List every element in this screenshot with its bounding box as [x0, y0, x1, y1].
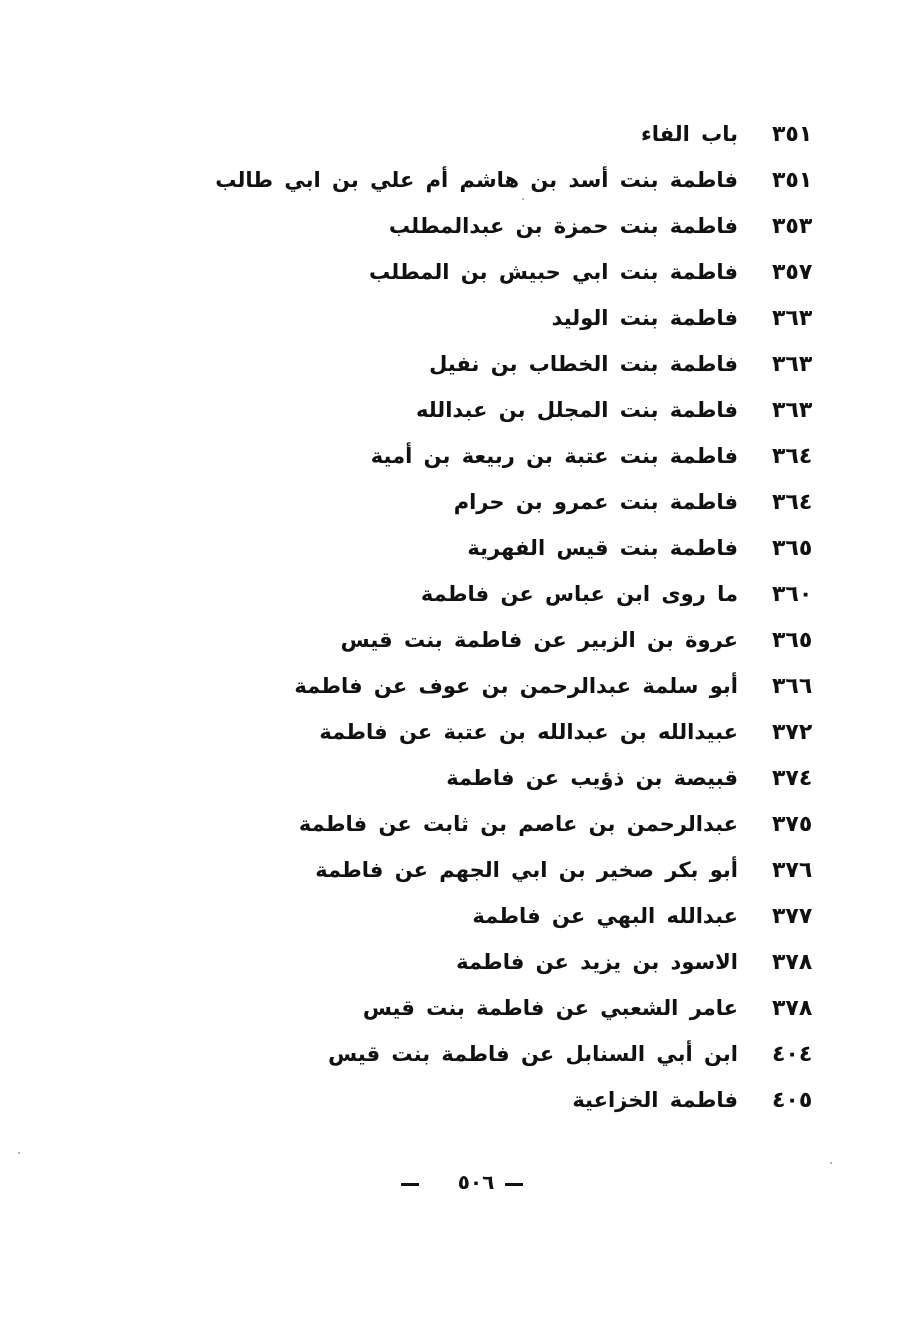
toc-row — [0, 484, 924, 530]
toc-entry-title: فاطمة بنت حمزة بن عبدالمطلب — [388, 214, 738, 238]
table-of-contents — [0, 116, 924, 1128]
scan-speck — [522, 198, 524, 200]
toc-entry-title: فاطمة بنت الوليد — [551, 306, 738, 330]
toc-entry-title: عبيدالله بن عبدالله بن عتبة عن فاطمة — [319, 720, 738, 744]
toc-page-number: ٣٧٨ — [772, 996, 813, 1021]
toc-page-number: ٣٧٦ — [772, 858, 813, 883]
toc-entry-title: أبو بكر صخير بن ابي الجهم عن فاطمة — [315, 858, 738, 882]
toc-page-number: ٣٦٦ — [772, 674, 813, 699]
toc-entry-title: عروة بن الزبير عن فاطمة بنت قيس — [340, 628, 738, 652]
toc-page-number: ٣٧٧ — [772, 904, 813, 929]
scan-speck — [18, 1152, 20, 1154]
toc-row — [0, 392, 924, 438]
toc-row — [0, 162, 924, 208]
toc-row — [0, 530, 924, 576]
toc-row — [0, 806, 924, 852]
toc-entry-title: أبو سلمة عبدالرحمن بن عوف عن فاطمة — [294, 674, 738, 698]
toc-page-number: ٣٦٤ — [772, 490, 813, 515]
toc-entry-title: فاطمة بنت عتبة بن ربيعة بن أمية — [370, 444, 738, 468]
toc-entry-title: الاسود بن يزيد عن فاطمة — [456, 950, 738, 974]
toc-row — [0, 898, 924, 944]
toc-entry-title: عبدالله البهي عن فاطمة — [472, 904, 738, 928]
toc-page-number: ٣٥١ — [772, 168, 813, 193]
toc-entry-title: قبيصة بن ذؤيب عن فاطمة — [446, 766, 738, 790]
toc-entry-title: فاطمة بنت أسد بن هاشم أم علي بن ابي طالب — [215, 168, 738, 192]
footer-dash-right — [505, 1183, 523, 1186]
toc-page-number: ٣٦٥ — [772, 628, 813, 653]
toc-page-number: ٣٧٤ — [772, 766, 813, 791]
scan-speck — [830, 1162, 832, 1164]
toc-page-number: ٤٠٤ — [772, 1042, 813, 1067]
toc-row — [0, 760, 924, 806]
toc-row — [0, 438, 924, 484]
toc-entry-title: فاطمة بنت عمرو بن حرام — [453, 490, 738, 514]
toc-row — [0, 1036, 924, 1082]
toc-row — [0, 714, 924, 760]
toc-page-number: ٣٦٣ — [772, 352, 813, 377]
toc-row — [0, 116, 924, 162]
toc-page-number: ٣٥٣ — [772, 214, 813, 239]
toc-entry-title: فاطمة بنت الخطاب بن نفيل — [429, 352, 738, 376]
toc-row — [0, 576, 924, 622]
toc-row — [0, 346, 924, 392]
toc-entry-title: ابن أبي السنابل عن فاطمة بنت قيس — [328, 1042, 738, 1066]
toc-entry-title: فاطمة بنت قيس الفهرية — [467, 536, 738, 560]
toc-entry-title: ما روى ابن عباس عن فاطمة — [420, 582, 738, 606]
toc-page-number: ٣٥٧ — [772, 260, 813, 285]
toc-row — [0, 668, 924, 714]
toc-page-number: ٣٦٠ — [772, 582, 813, 607]
toc-page-number: ٣٦٤ — [772, 444, 813, 469]
toc-entry-title: عامر الشعبي عن فاطمة بنت قيس — [362, 996, 738, 1020]
toc-section-heading: باب الفاء — [640, 122, 738, 146]
toc-entry-title: فاطمة الخزاعية — [572, 1088, 738, 1112]
toc-entry-title: فاطمة بنت ابي حبيش بن المطلب — [369, 260, 738, 284]
toc-row — [0, 852, 924, 898]
toc-row — [0, 1082, 924, 1128]
toc-row — [0, 622, 924, 668]
toc-page-number: ٣٦٣ — [772, 306, 813, 331]
toc-row — [0, 944, 924, 990]
toc-entry-title: عبدالرحمن بن عاصم بن ثابت عن فاطمة — [298, 812, 738, 836]
toc-row — [0, 254, 924, 300]
toc-page-number: ٣٧٥ — [772, 812, 813, 837]
toc-page-number: ٣٦٥ — [772, 536, 813, 561]
toc-page-number: ٣٥١ — [772, 122, 813, 147]
toc-page-number: ٣٦٣ — [772, 398, 813, 423]
toc-entry-title: فاطمة بنت المجلل بن عبدالله — [416, 398, 738, 422]
toc-page-number: ٣٧٢ — [772, 720, 813, 745]
toc-row — [0, 300, 924, 346]
footer-page-number: ٥٠٦ — [457, 1170, 495, 1194]
toc-row — [0, 990, 924, 1036]
toc-page-number: ٣٧٨ — [772, 950, 813, 975]
page-footer — [0, 1168, 924, 1196]
toc-page-number: ٤٠٥ — [772, 1088, 813, 1113]
footer-dash-left — [401, 1183, 419, 1186]
toc-row — [0, 208, 924, 254]
